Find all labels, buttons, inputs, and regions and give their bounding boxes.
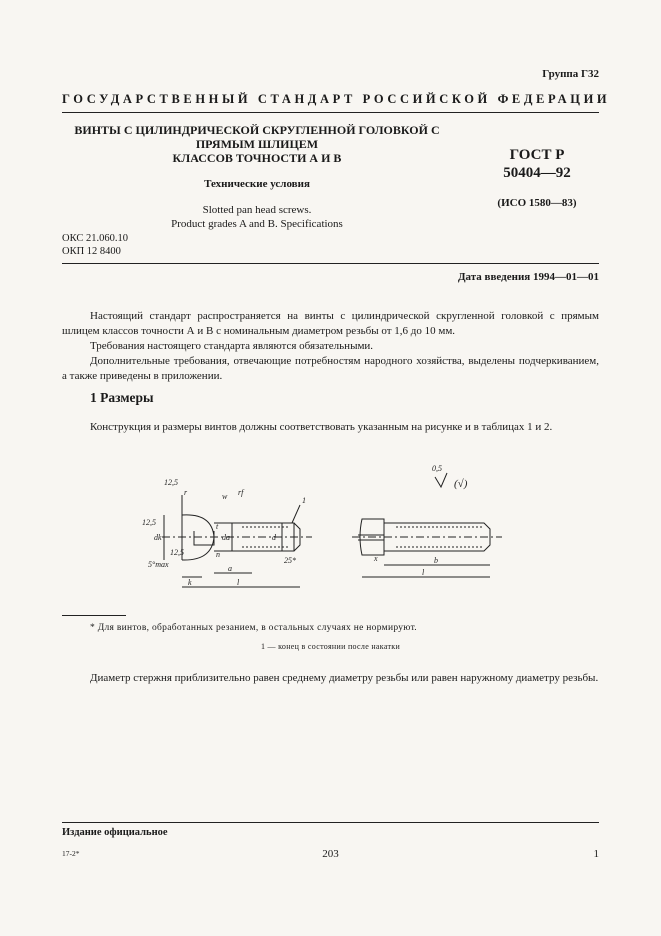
label-d: d <box>272 533 276 542</box>
label-t: t <box>216 522 219 531</box>
label-ra-mid: 12,5 <box>170 548 184 557</box>
oks-code: ОКС 21.060.10 <box>62 233 128 244</box>
english-title-line-2: Product grades A and B. Specifications <box>171 218 343 230</box>
meta-rule <box>62 263 599 264</box>
footnote-star: * Для винтов, обработанных резанием, в остальных случаях не нормируют. <box>90 623 417 633</box>
okp-code: ОКП 12 8400 <box>62 246 121 257</box>
english-title <box>62 203 452 231</box>
section-text <box>62 420 599 435</box>
label-ra-left: 12,5 <box>142 518 156 527</box>
label-x: x <box>374 554 378 563</box>
introduction-date: Дата введения 1994—01—01 <box>457 271 599 283</box>
leader-1 <box>292 505 300 523</box>
label-r: r <box>184 488 188 497</box>
label-dk: dk <box>154 533 162 542</box>
label-da: da <box>222 533 230 542</box>
roughness-symbol <box>435 473 447 487</box>
label-k: k <box>188 578 192 587</box>
gost-line-1: ГОСТ Р <box>509 147 565 163</box>
intro-paragraphs <box>62 309 599 384</box>
slot-outline <box>194 531 214 545</box>
label-ra-right: 25* <box>284 556 296 565</box>
label-l-right: l <box>422 568 425 577</box>
iso-reference: (ИСО 1580—83) <box>497 197 577 209</box>
paragraph-mandatory: Требования настоящего стандарта являются обязательными. <box>90 340 374 352</box>
label-n: n <box>216 550 220 559</box>
label-a: a <box>228 564 232 573</box>
section-heading: 1 Размеры <box>90 390 154 405</box>
title-line-3: КЛАССОВ ТОЧНОСТИ А И В <box>172 151 342 165</box>
header-rule <box>62 112 599 113</box>
label-w: w <box>222 492 228 501</box>
title-line-2: ПРЯМЫМ ШЛИЦЕМ <box>195 137 319 151</box>
paragraph-additional: Дополнительные требования, отвечающие потребностям народного хозяйства, выделены подчеркиванием, а также приведены в приложении. <box>62 355 599 382</box>
page-number: 203 <box>322 848 339 860</box>
label-surface-paren: (√) <box>454 478 468 490</box>
label-angle: 5°max <box>148 560 169 569</box>
footer-rule <box>62 822 599 823</box>
label-surface: 0,5 <box>432 465 442 473</box>
footnote-rule <box>62 615 126 616</box>
screw-drawing <box>62 465 599 605</box>
classification-codes <box>62 232 128 258</box>
label-rf: rf <box>238 488 244 497</box>
group-code: Группа Г32 <box>542 68 599 80</box>
figure-legend: 1 — конец в состоянии после накатки <box>260 642 401 651</box>
standard-banner: ГОСУДАРСТВЕННЫЙ СТАНДАРТ РОССИЙСКОЙ ФЕДЕРАЦИИ <box>62 92 611 106</box>
paragraph-scope: Настоящий стандарт распространяется на винты с цилиндрической скругленной головкой с прямым шлицем классов точности А и В с номинальным диаметром резьбы от 1,6 до 10 мм. <box>62 310 599 337</box>
title-line-1: ВИНТЫ С ЦИЛИНДРИЧЕСКОЙ СКРУГЛЕННОЙ ГОЛОВКОЙ С <box>74 123 440 137</box>
document-title <box>62 123 452 165</box>
english-title-line-1: Slotted pan head screws. <box>202 204 312 216</box>
label-l: l <box>237 578 240 587</box>
gost-line-2: 50404—92 <box>503 165 571 181</box>
sheet-number: 1 <box>593 848 599 860</box>
label-b: b <box>434 556 438 565</box>
label-1: 1 <box>302 496 306 505</box>
document-subtitle: Технические условия <box>204 178 310 190</box>
print-code: 17-2* <box>62 849 80 858</box>
edition-label: Издание официальное <box>62 827 168 838</box>
label-ra-top: 12,5 <box>164 478 178 487</box>
gost-number <box>462 146 612 182</box>
section-paragraph: Конструкция и размеры винтов должны соответствовать указанным на рисунке и в таблицах 1 и 2. <box>90 421 553 433</box>
closing-paragraph-block <box>62 671 599 686</box>
closing-paragraph: Диаметр стержня приблизительно равен среднему диаметру резьбы или равен наружному диаметру резьбы. <box>90 672 599 684</box>
